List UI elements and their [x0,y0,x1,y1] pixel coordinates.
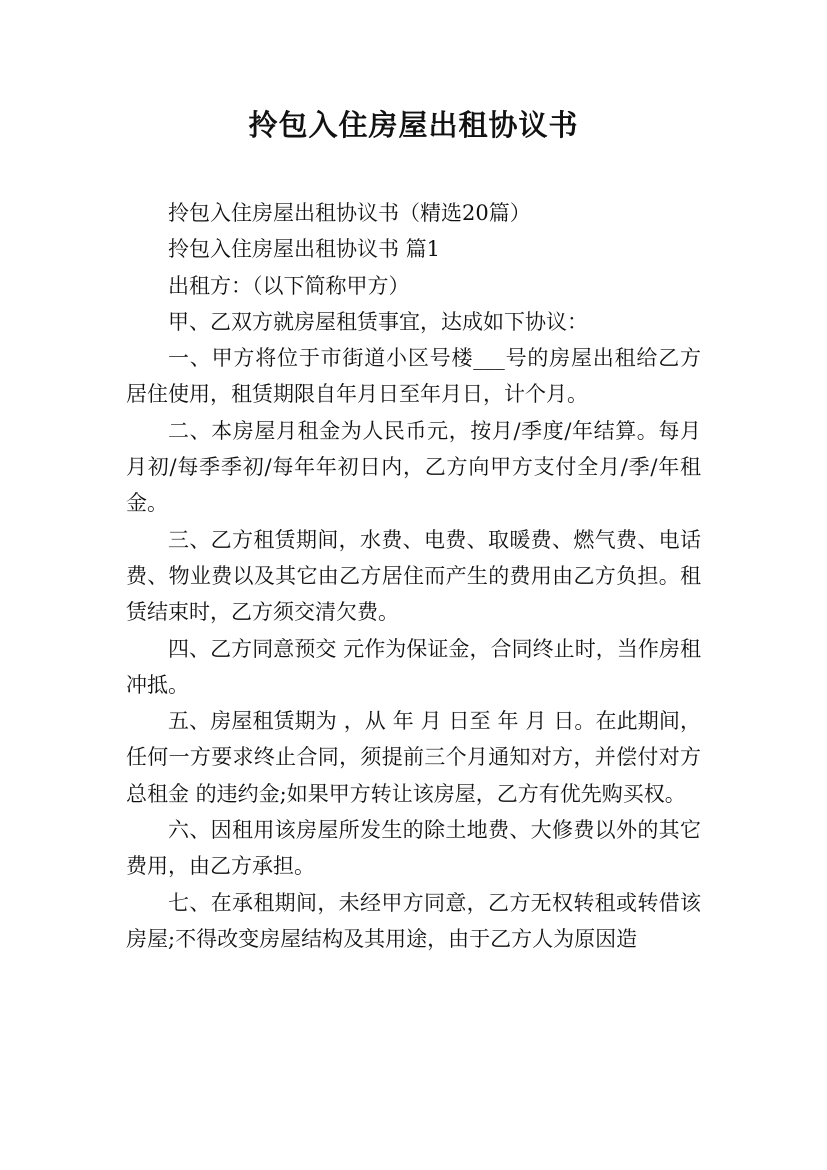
paragraph-subtitle: 拎包入住房屋出租协议书（精选20篇） [168,201,531,225]
paragraph-clause-5: 五、房屋租赁期为 ，从 年 月 日至 年 月 日。在此期间，任何一方要求终止合同，须提前三个月通知对方，并偿付对方总租金 的违约金;如果甲方转让该房屋，乙方有优先购买权。 [126,709,701,806]
paragraph-clause-7: 七、在承租期间，未经甲方同意，乙方无权转租或转借该房屋;不得改变房屋结构及其用途，由于乙方人为原因造 [126,890,701,951]
paragraph-clause-3: 三、乙方租赁期间，水费、电费、取暖费、燃气费、电话费、物业费以及其它由乙方居住而产生的费用由乙方负担。租赁结束时，乙方须交清欠费。 [126,527,701,625]
paragraph-clause-1: 一、甲方将位于市街道小区号楼___号的房屋出租给乙方居住使用，租赁期限自年月日至年月日，计个月。 [126,346,701,407]
document-body [126,195,701,957]
paragraph-lessor: 出租方：（以下简称甲方） [168,273,410,298]
paragraph-intro: 甲、乙双方就房屋租赁事宜，达成如下协议： [168,309,588,334]
paragraph-section-heading: 拎包入住房屋出租协议书 篇1 [168,237,441,262]
paragraph-clause-2: 二、本房屋月租金为人民币元，按月/季度/年结算。每月月初/每季季初/每年年初日内，乙方向甲方支付全月/季/年租金。 [126,418,701,516]
document-title: 拎包入住房屋出租协议书 [248,108,579,142]
paragraph-clause-4: 四、乙方同意预交 元作为保证金，合同终止时，当作房租冲抵。 [126,636,701,697]
paragraph-clause-6: 六、因租用该房屋所发生的除土地费、大修费以外的其它费用，由乙方承担。 [126,818,701,879]
